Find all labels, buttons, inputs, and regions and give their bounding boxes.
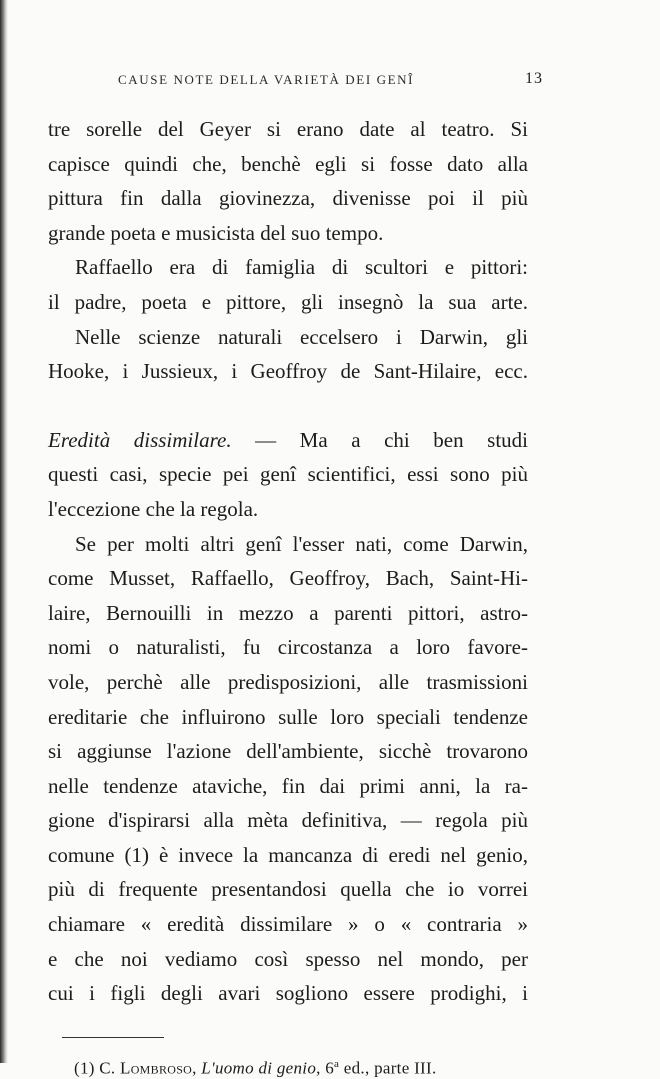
- section-heading: Eredità dissimilare.: [48, 427, 232, 452]
- text-line: chiamare « eredità dissimilare » o « contraria »: [48, 912, 528, 937]
- text-line: come Musset, Raffaello, Geoffroy, Bach, Saint-Hi-: [48, 566, 528, 591]
- text-line: cui i figli degli avari sogliono essere prodighi, i: [48, 981, 528, 1006]
- book-page: [48, 60, 543, 1079]
- text-line: comune (1) è invece la mancanza di eredi nel genio,: [48, 842, 528, 867]
- footnote-sep: ,: [192, 1058, 202, 1078]
- footnote-rule: [62, 1037, 164, 1038]
- heading-continuation: — Ma a chi ben studi: [231, 427, 528, 452]
- footnote-rest: ed., parte III.: [339, 1058, 437, 1078]
- text-line: si aggiunse l'azione dell'ambiente, sicchè trovarono: [48, 739, 528, 764]
- text-line: gione d'ispirarsi alla mèta definitiva, — regola più: [48, 808, 528, 833]
- footnote-title: L'uomo di genio: [201, 1058, 317, 1078]
- page-number: 13: [525, 70, 543, 87]
- text-line: tre sorelle del Geyer si erano date al teatro. Si: [48, 117, 528, 141]
- section-heading-line: [48, 423, 528, 458]
- body-text: [48, 112, 528, 1011]
- text-line: capisce quindi che, benchè egli si fosse dato alla: [48, 151, 528, 176]
- text-line: più di frequente presentandosi quella che io vorrei: [48, 877, 528, 902]
- text-line: l'eccezione che la regola.: [48, 496, 259, 521]
- footnote-edition: , 6: [316, 1058, 335, 1078]
- text-line: vole, perchè alle predisposizioni, alle trasmissioni: [48, 669, 528, 694]
- text-line: ereditarie che influirono sulle loro speciali tendenze: [48, 704, 528, 729]
- text-line: Hooke, i Jussieux, i Geoffroy de Sant-Hilaire, ecc.: [48, 359, 528, 384]
- text-line: questi casi, specie pei genî scientifici, essi sono più: [48, 462, 528, 487]
- text-line: Nelle scienze naturali eccelsero i Darwin, gli: [75, 324, 528, 349]
- text-line: Se per molti altri genî l'esser nati, come Darwin,: [75, 531, 528, 556]
- scan-edge-shadow: [0, 0, 8, 1063]
- running-title: CAUSE NOTE DELLA VARIETÀ DEI GENÎ: [118, 72, 415, 87]
- text-line: nelle tendenze ataviche, fin dai primi anni, la ra-: [48, 773, 528, 798]
- text-line: il padre, poeta e pittore, gli insegnò la sua arte.: [48, 289, 528, 314]
- text-line: laire, Bernouilli in mezzo a parenti pittori, astro-: [48, 600, 528, 625]
- footnote: [74, 1058, 528, 1079]
- text-line: nomi o naturalisti, fu circostanza a loro favore-: [48, 635, 528, 660]
- paragraph-gap: [48, 389, 528, 423]
- text-line: pittura fin dalla giovinezza, divenisse poi il più: [48, 186, 528, 211]
- text-line: grande poeta e musicista del suo tempo.: [48, 220, 384, 245]
- footnote-superscript: a: [334, 1057, 340, 1070]
- footnote-author: Lombroso: [120, 1058, 193, 1078]
- footnote-marker: (1) C.: [74, 1058, 121, 1078]
- running-head: [48, 60, 543, 100]
- text-line: e che noi vediamo così spesso nel mondo, per: [48, 946, 528, 971]
- text-line: Raffaello era di famiglia di scultori e pittori:: [75, 255, 528, 280]
